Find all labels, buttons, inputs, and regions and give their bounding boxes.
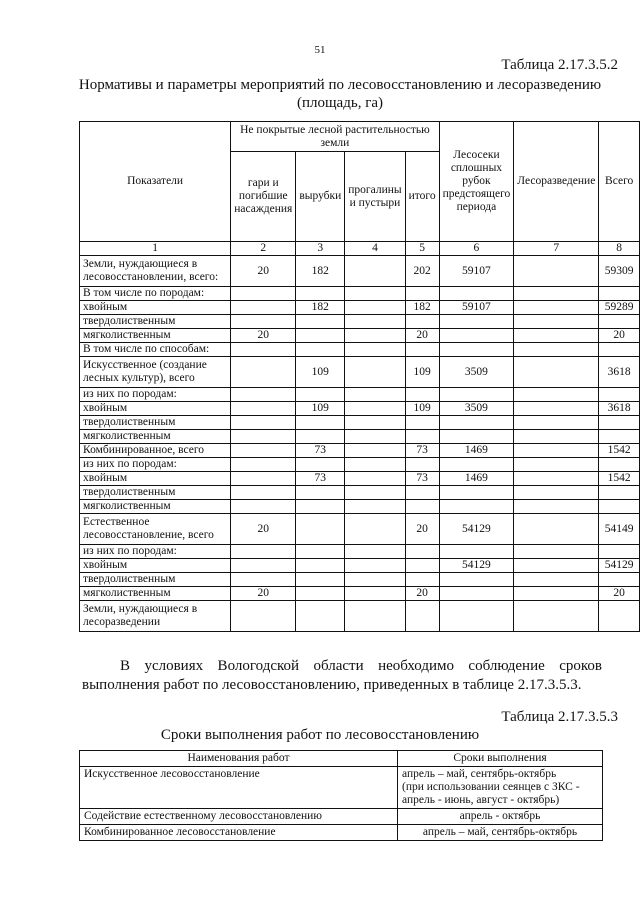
cell-value <box>345 430 405 444</box>
work-name: Комбинированное лесовосстановление <box>80 825 398 841</box>
cell-value <box>296 500 345 514</box>
cell-value: 1542 <box>599 472 640 486</box>
cell-value <box>345 486 405 500</box>
terms-table <box>79 750 603 841</box>
cell-value <box>599 486 640 500</box>
cell-value: 109 <box>296 357 345 388</box>
cell-value <box>514 402 599 416</box>
cell-value: 59309 <box>599 256 640 287</box>
cell-value <box>514 514 599 545</box>
cell-value <box>514 486 599 500</box>
cell-value <box>405 545 439 559</box>
cell-value <box>514 601 599 632</box>
cell-value <box>514 416 599 430</box>
cell-value <box>231 402 296 416</box>
cell-value <box>514 559 599 573</box>
header-cutovers: вырубки <box>296 152 345 242</box>
cell-value <box>296 587 345 601</box>
cell-value: 182 <box>405 301 439 315</box>
cell-value <box>439 573 514 587</box>
cell-value <box>345 444 405 458</box>
cell-value: 54129 <box>439 514 514 545</box>
cell-value <box>439 343 514 357</box>
row-label: мягколиственным <box>80 430 231 444</box>
cell-value <box>296 545 345 559</box>
cell-value: 1469 <box>439 444 514 458</box>
cell-value <box>514 315 599 329</box>
cell-value <box>231 357 296 388</box>
cell-value: 20 <box>405 514 439 545</box>
table-row <box>80 472 640 486</box>
table-row <box>80 357 640 388</box>
cell-value <box>514 287 599 301</box>
cell-value <box>514 545 599 559</box>
cell-value: 59107 <box>439 301 514 315</box>
cell-value <box>405 343 439 357</box>
cell-value <box>231 287 296 301</box>
cell-value <box>514 357 599 388</box>
column-number: 8 <box>599 242 640 256</box>
table-label: Таблица 2.17.3.5.3 <box>501 709 618 725</box>
header-afforestation: Лесоразведение <box>514 122 599 242</box>
cell-value <box>345 343 405 357</box>
row-label: хвойным <box>80 472 231 486</box>
cell-value: 1542 <box>599 444 640 458</box>
table-row <box>80 545 640 559</box>
cell-value <box>296 343 345 357</box>
cell-value <box>345 329 405 343</box>
work-terms <box>398 767 603 809</box>
cell-value: 54129 <box>439 559 514 573</box>
cell-value <box>345 514 405 545</box>
page-number: 51 <box>314 44 326 56</box>
cell-value <box>405 486 439 500</box>
cell-value: 202 <box>405 256 439 287</box>
cell-value <box>345 559 405 573</box>
row-label: из них по породам: <box>80 458 231 472</box>
cell-value <box>439 430 514 444</box>
header-total-sub: итого <box>405 152 439 242</box>
cell-value <box>439 587 514 601</box>
table-row <box>80 514 640 545</box>
table-row <box>80 301 640 315</box>
cell-value: 20 <box>405 587 439 601</box>
cell-value <box>514 329 599 343</box>
cell-value: 182 <box>296 256 345 287</box>
cell-value <box>296 416 345 430</box>
cell-value: 1469 <box>439 472 514 486</box>
cell-value <box>439 329 514 343</box>
cell-value <box>439 458 514 472</box>
cell-value: 59107 <box>439 256 514 287</box>
cell-value <box>231 430 296 444</box>
cell-value: 20 <box>231 587 296 601</box>
cell-value: 73 <box>405 472 439 486</box>
header-glades: прогалины и пустыри <box>345 152 405 242</box>
cell-value <box>439 416 514 430</box>
header-burns: гари и погибшие насаждения <box>231 152 296 242</box>
table-title: Сроки выполнения работ по лесовосстановлению <box>160 727 480 743</box>
cell-value <box>405 601 439 632</box>
cell-value <box>231 486 296 500</box>
table-row <box>80 256 640 287</box>
cell-value <box>296 486 345 500</box>
cell-value <box>231 458 296 472</box>
cell-value <box>345 287 405 301</box>
forest-restoration-table <box>79 121 640 632</box>
cell-value <box>296 601 345 632</box>
row-label: твердолиственным <box>80 486 231 500</box>
cell-value <box>405 416 439 430</box>
table-label: Таблица 2.17.3.5.2 <box>501 57 618 73</box>
table-row <box>80 343 640 357</box>
cell-value <box>345 315 405 329</box>
column-number: 3 <box>296 242 345 256</box>
table-row <box>80 388 640 402</box>
column-number: 5 <box>405 242 439 256</box>
cell-value <box>231 416 296 430</box>
cell-value <box>231 315 296 329</box>
table-row <box>80 430 640 444</box>
table-row <box>80 444 640 458</box>
row-label: хвойным <box>80 402 231 416</box>
terms-line: (при использовании сеянцев с ЗКС - <box>402 781 580 793</box>
cell-value <box>345 357 405 388</box>
terms-line: апрель – май, сентябрь-октябрь <box>422 826 578 838</box>
cell-value <box>514 430 599 444</box>
cell-value <box>296 430 345 444</box>
cell-value <box>296 315 345 329</box>
paragraph-line: выполнения работ по лесовосстановлению, приведенных в таблице 2.17.3.5.3. <box>82 677 582 693</box>
cell-value <box>514 573 599 587</box>
cell-value <box>231 444 296 458</box>
row-label: хвойным <box>80 301 231 315</box>
cell-value <box>514 343 599 357</box>
cell-value: 182 <box>296 301 345 315</box>
cell-value: 20 <box>231 329 296 343</box>
table-row <box>80 329 640 343</box>
column-number: 6 <box>439 242 514 256</box>
table-row <box>80 809 603 825</box>
work-terms <box>398 825 603 841</box>
row-label: твердолиственным <box>80 573 231 587</box>
cell-value <box>345 500 405 514</box>
cell-value: 20 <box>231 514 296 545</box>
header-clear-cuts: Лесосеки сплошных рубок предстоящего периода <box>439 122 514 242</box>
cell-value <box>345 587 405 601</box>
table-title-units: (площадь, га) <box>297 95 383 111</box>
cell-value <box>345 545 405 559</box>
cell-value <box>514 256 599 287</box>
cell-value <box>296 287 345 301</box>
cell-value <box>439 601 514 632</box>
cell-value <box>296 559 345 573</box>
cell-value <box>599 388 640 402</box>
cell-value <box>345 388 405 402</box>
terms-line: апрель - июнь, август - октябрь) <box>402 794 560 806</box>
column-number: 4 <box>345 242 405 256</box>
cell-value <box>345 573 405 587</box>
cell-value <box>514 388 599 402</box>
cell-value <box>296 388 345 402</box>
cell-value <box>405 287 439 301</box>
work-name: Искусственное лесовосстановление <box>80 767 398 809</box>
row-label: В том числе по породам: <box>80 287 231 301</box>
cell-value <box>405 388 439 402</box>
row-label: Земли, нуждающиеся в лесовосстановлении, всего: <box>80 256 231 287</box>
cell-value <box>439 315 514 329</box>
row-label: хвойным <box>80 559 231 573</box>
cell-value <box>231 545 296 559</box>
cell-value: 20 <box>231 256 296 287</box>
header-terms: Сроки выполнения <box>398 751 603 767</box>
paragraph-line: В условиях Вологодской области необходимо соблюдение сроков <box>120 658 602 674</box>
column-number: 2 <box>231 242 296 256</box>
cell-value <box>439 486 514 500</box>
cell-value <box>345 601 405 632</box>
cell-value: 3618 <box>599 357 640 388</box>
cell-value <box>439 500 514 514</box>
cell-value <box>514 587 599 601</box>
table-row <box>80 587 640 601</box>
cell-value <box>231 559 296 573</box>
cell-value <box>231 301 296 315</box>
row-label: В том числе по способам: <box>80 343 231 357</box>
table-row <box>80 458 640 472</box>
cell-value <box>345 256 405 287</box>
header-not-covered: Не покрытые лесной растительностью земли <box>231 122 439 152</box>
cell-value: 54149 <box>599 514 640 545</box>
table-row <box>80 601 640 632</box>
cell-value <box>439 388 514 402</box>
header-indicators: Показатели <box>80 122 231 242</box>
cell-value: 109 <box>405 357 439 388</box>
cell-value <box>599 315 640 329</box>
cell-value: 73 <box>405 444 439 458</box>
body-paragraph <box>82 657 602 695</box>
table-row <box>80 402 640 416</box>
cell-value: 59289 <box>599 301 640 315</box>
row-label: мягколиственным <box>80 587 231 601</box>
row-label: Естественное лесовосстановление, всего <box>80 514 231 545</box>
cell-value <box>231 573 296 587</box>
row-label: Земли, нуждающиеся в лесоразведении <box>80 601 231 632</box>
table-row <box>80 416 640 430</box>
cell-value <box>514 301 599 315</box>
cell-value <box>231 472 296 486</box>
row-label: из них по породам: <box>80 388 231 402</box>
header-all: Всего <box>599 122 640 242</box>
cell-value: 73 <box>296 472 345 486</box>
cell-value <box>514 458 599 472</box>
row-label: мягколиственным <box>80 500 231 514</box>
column-number: 1 <box>80 242 231 256</box>
cell-value <box>599 430 640 444</box>
cell-value <box>231 601 296 632</box>
column-number: 7 <box>514 242 599 256</box>
row-label: из них по породам: <box>80 545 231 559</box>
cell-value <box>231 388 296 402</box>
table-row <box>80 825 603 841</box>
cell-value <box>599 545 640 559</box>
cell-value <box>439 287 514 301</box>
cell-value <box>439 545 514 559</box>
cell-value <box>296 573 345 587</box>
cell-value <box>405 430 439 444</box>
row-label: Искусственное (создание лесных культур), всего <box>80 357 231 388</box>
work-terms <box>398 809 603 825</box>
cell-value: 3509 <box>439 402 514 416</box>
terms-line: апрель - октябрь <box>459 810 541 822</box>
cell-value <box>345 402 405 416</box>
cell-value <box>231 343 296 357</box>
row-label: твердолиственным <box>80 416 231 430</box>
cell-value: 20 <box>599 329 640 343</box>
table-row <box>80 287 640 301</box>
cell-value <box>405 500 439 514</box>
work-name: Содействие естественному лесовосстановлению <box>80 809 398 825</box>
cell-value: 109 <box>405 402 439 416</box>
header-work-name: Наименования работ <box>80 751 398 767</box>
cell-value: 3509 <box>439 357 514 388</box>
cell-value: 54129 <box>599 559 640 573</box>
cell-value <box>514 444 599 458</box>
table-row <box>80 559 640 573</box>
terms-line: апрель – май, сентябрь-октябрь <box>402 768 557 780</box>
cell-value <box>296 514 345 545</box>
cell-value <box>345 416 405 430</box>
row-label: мягколиственным <box>80 329 231 343</box>
table-row <box>80 500 640 514</box>
cell-value <box>405 458 439 472</box>
cell-value <box>599 287 640 301</box>
cell-value <box>296 458 345 472</box>
cell-value <box>345 458 405 472</box>
cell-value <box>599 500 640 514</box>
cell-value: 20 <box>599 587 640 601</box>
table-row <box>80 486 640 500</box>
cell-value: 3618 <box>599 402 640 416</box>
table-title-line: Нормативы и параметры мероприятий по лесовосстановлению и лесоразведению <box>78 77 602 93</box>
cell-value <box>599 601 640 632</box>
cell-value <box>296 329 345 343</box>
cell-value <box>231 500 296 514</box>
cell-value: 73 <box>296 444 345 458</box>
cell-value <box>405 559 439 573</box>
table-title <box>60 76 620 112</box>
cell-value <box>405 573 439 587</box>
cell-value <box>599 573 640 587</box>
table-row <box>80 767 603 809</box>
row-label: Комбинированное, всего <box>80 444 231 458</box>
cell-value <box>514 472 599 486</box>
cell-value <box>405 315 439 329</box>
cell-value <box>345 301 405 315</box>
cell-value <box>599 458 640 472</box>
cell-value <box>599 343 640 357</box>
row-label: твердолиственным <box>80 315 231 329</box>
table-row <box>80 315 640 329</box>
cell-value: 20 <box>405 329 439 343</box>
cell-value <box>599 416 640 430</box>
cell-value <box>514 500 599 514</box>
cell-value <box>345 472 405 486</box>
column-numbers-row <box>80 242 640 256</box>
table-row <box>80 573 640 587</box>
cell-value: 109 <box>296 402 345 416</box>
